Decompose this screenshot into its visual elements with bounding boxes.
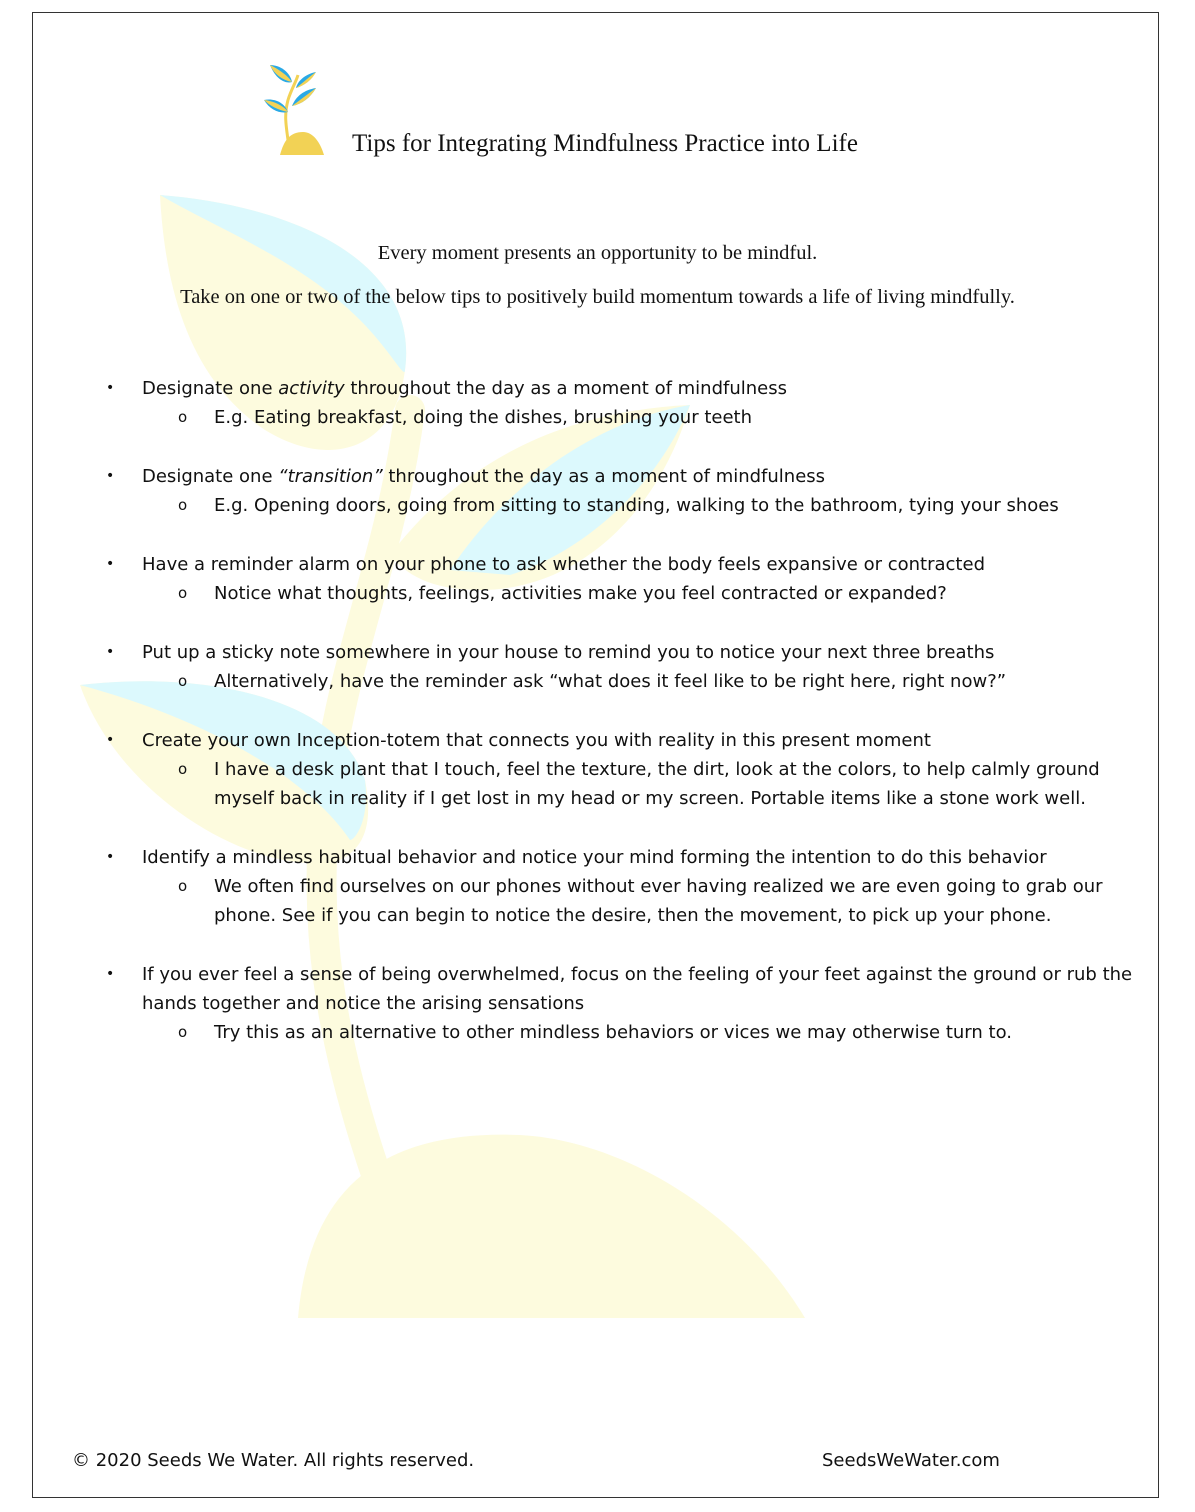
tip-sub-text: We often find ourselves on our phones without ever having realized we are even going to grab our phone. See if you can begin to notice the desire, then the movement, to pick up your phone. bbox=[214, 876, 1103, 926]
tip-item bbox=[0, 843, 1195, 930]
bullet-circle-icon: o bbox=[178, 408, 188, 426]
bullet-dot-icon: • bbox=[106, 644, 115, 660]
tip-text-part: Put up a sticky note somewhere in your house to remind you to notice your next three breaths bbox=[142, 642, 995, 663]
tip-sub-item bbox=[0, 872, 1195, 930]
page-title: Tips for Integrating Mindfulness Practice into Life bbox=[352, 130, 858, 157]
bullet-circle-icon: o bbox=[178, 672, 188, 690]
tip-sub-text: Alternatively, have the reminder ask “what does it feel like to be right here, right now?” bbox=[214, 671, 1007, 692]
bullet-circle-icon: o bbox=[178, 1023, 188, 1041]
bullet-dot-icon: • bbox=[106, 966, 115, 982]
tip-text-emphasis: activity bbox=[278, 378, 345, 399]
tip-item bbox=[0, 374, 1195, 432]
seedling-logo-icon bbox=[258, 60, 328, 160]
tip-sub-text: E.g. Opening doors, going from sitting to standing, walking to the bathroom, tying your shoes bbox=[214, 495, 1059, 516]
tip-sub-item bbox=[0, 755, 1195, 813]
tip-text-part: Identify a mindless habitual behavior and notice your mind forming the intention to do this behavior bbox=[142, 847, 1047, 868]
tip-item bbox=[0, 550, 1195, 608]
tip-text bbox=[0, 638, 1195, 667]
bullet-dot-icon: • bbox=[106, 556, 115, 572]
tip-text-part: Designate one bbox=[142, 378, 279, 399]
tip-sub-item bbox=[0, 667, 1195, 696]
footer-website: SeedsWeWater.com bbox=[822, 1450, 1000, 1471]
bullet-dot-icon: • bbox=[106, 849, 115, 865]
tip-sub-item bbox=[0, 491, 1195, 520]
tip-text-part: throughout the day as a moment of mindfulness bbox=[344, 378, 787, 399]
tip-sub-text: E.g. Eating breakfast, doing the dishes, brushing your teeth bbox=[214, 407, 752, 428]
tip-item bbox=[0, 960, 1195, 1047]
tip-sub-item bbox=[0, 579, 1195, 608]
tip-sub-item bbox=[0, 403, 1195, 432]
bullet-circle-icon: o bbox=[178, 877, 188, 895]
tip-text bbox=[0, 550, 1195, 579]
tip-text-emphasis: “transition” bbox=[278, 466, 383, 487]
bullet-circle-icon: o bbox=[178, 496, 188, 514]
tip-text bbox=[0, 462, 1195, 491]
bullet-dot-icon: • bbox=[106, 380, 115, 396]
tip-text bbox=[0, 960, 1195, 1018]
bullet-dot-icon: • bbox=[106, 468, 115, 484]
tip-text-part: Have a reminder alarm on your phone to ask whether the body feels expansive or contracted bbox=[142, 554, 985, 575]
footer-copyright: © 2020 Seeds We Water. All rights reserved. bbox=[72, 1450, 475, 1471]
intro-line-2: Take on one or two of the below tips to positively build momentum towards a life of living mindfully. bbox=[180, 286, 1015, 308]
bullet-circle-icon: o bbox=[178, 584, 188, 602]
tips-list bbox=[0, 374, 1195, 1077]
tip-text bbox=[0, 726, 1195, 755]
tip-text-part: Create your own Inception-totem that connects you with reality in this present moment bbox=[142, 730, 931, 751]
tip-item bbox=[0, 726, 1195, 813]
tip-sub-item bbox=[0, 1018, 1195, 1047]
tip-sub-text: I have a desk plant that I touch, feel the texture, the dirt, look at the colors, to help calmly ground myself back in reality if I get lost in my head or my screen. Portable items like a stone work well. bbox=[214, 759, 1100, 809]
tip-text-part: If you ever feel a sense of being overwhelmed, focus on the feeling of your feet against the ground or rub the hands together and notice the arising sensations bbox=[142, 964, 1133, 1014]
tip-sub-text: Try this as an alternative to other mindless behaviors or vices we may otherwise turn to. bbox=[214, 1022, 1012, 1043]
tip-text bbox=[0, 374, 1195, 403]
tip-item bbox=[0, 638, 1195, 696]
tip-text-part: Designate one bbox=[142, 466, 279, 487]
tip-text bbox=[0, 843, 1195, 872]
bullet-dot-icon: • bbox=[106, 732, 115, 748]
tip-sub-text: Notice what thoughts, feelings, activities make you feel contracted or expanded? bbox=[214, 583, 947, 604]
tip-item bbox=[0, 462, 1195, 520]
bullet-circle-icon: o bbox=[178, 760, 188, 778]
intro-line-1: Every moment presents an opportunity to be mindful. bbox=[377, 242, 818, 264]
tip-text-part: throughout the day as a moment of mindfulness bbox=[382, 466, 826, 487]
